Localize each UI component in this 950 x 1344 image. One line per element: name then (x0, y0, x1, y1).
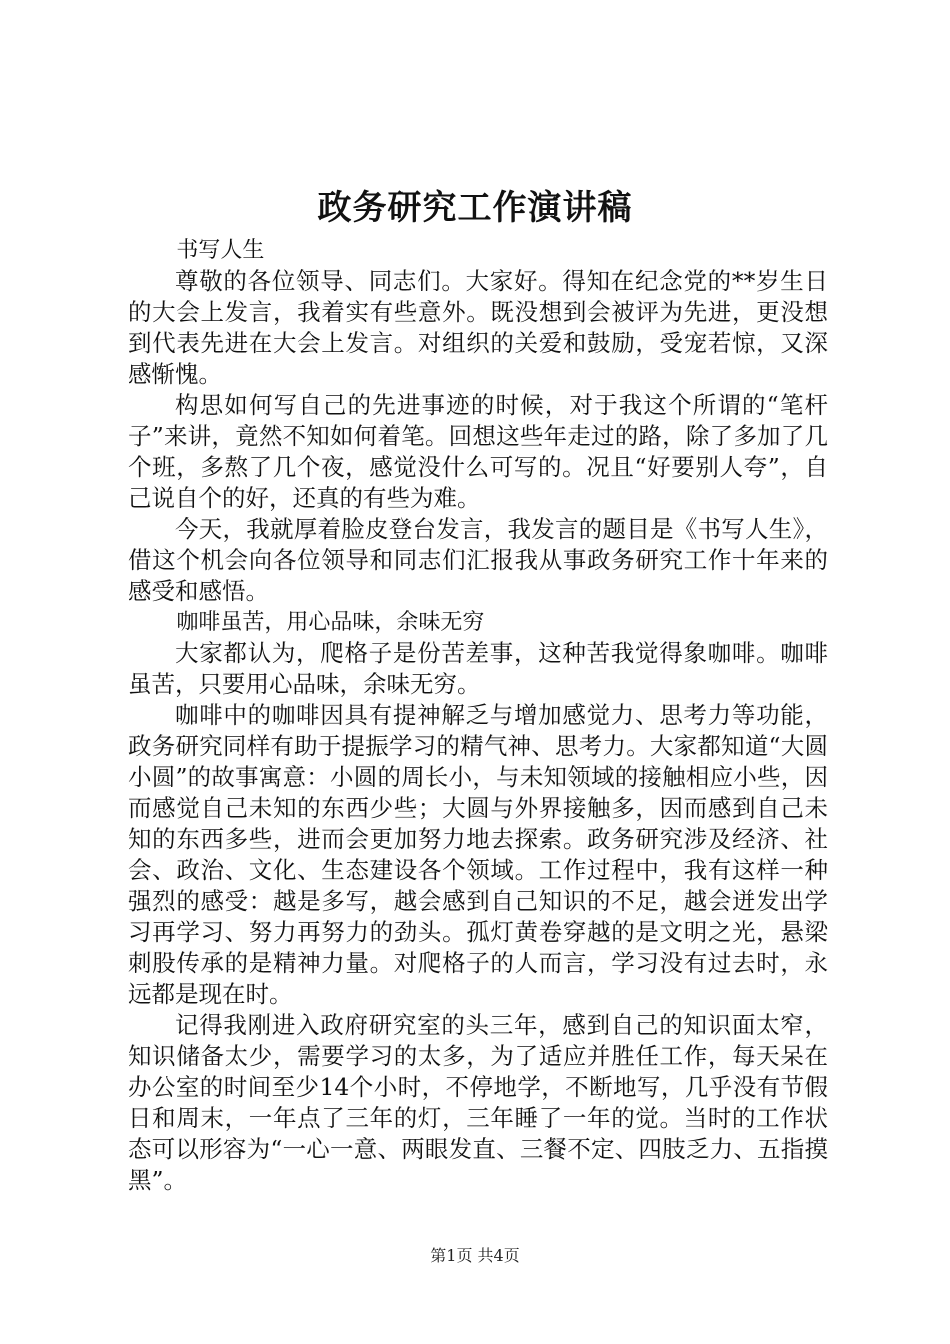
page-number-footer: 第1页 共4页 (430, 1246, 520, 1265)
paragraph: 记得我刚进入政府研究室的头三年，感到自己的知识面太窄，知识储备太少，需要学习的太多，为了适应并胜任工作，每天呆在办公室的时间至少14个小时，不停地学，不断地写，几乎没有节假日和周末，一年点了三年的灯，三年睡了一年的觉。当时的工作状态可以形容为“一心一意、两眼发直、三餐不定、四肢乏力、五指摸黑”。 (128, 1011, 828, 1194)
section-heading: 咖啡虽苦，用心品味，余味无穷 (176, 610, 485, 635)
section-heading: 书写人生 (176, 238, 265, 263)
paragraph: 今天，我就厚着脸皮登台发言，我发言的题目是《书写人生》，借这个机会向各位领导和同志们汇报我从事政务研究工作十年来的感受和感悟。 (128, 515, 828, 605)
document-title: 政务研究工作演讲稿 (317, 188, 633, 228)
paragraph: 咖啡中的咖啡因具有提神解乏与增加感觉力、思考力等功能，政务研究同样有助于提振学习的精气神、思考力。大家都知道“大圆小圆”的故事寓意：小圆的周长小，与未知领域的接触相应小些，因而感觉自己未知的东西少些；大圆与外界接触多，因而感到自己未知的东西多些，进而会更加努力地去探索。政务研究涉及经济、社会、政治、文化、生态建设各个领域。工作过程中，我有这样一种强烈的感受：越是多写，越会感到自己知识的不足，越会迸发出学习再学习、努力再努力的劲头。孤灯黄卷穿越的是文明之光，悬梁刺股传承的是精神力量。对爬格子的人而言，学习没有过去时，永远都是现在时。 (128, 701, 828, 1008)
paragraph: 大家都认为，爬格子是份苦差事，这种苦我觉得象咖啡。咖啡虽苦，只要用心品味，余味无穷。 (128, 639, 828, 698)
paragraph: 构思如何写自己的先进事迹的时候，对于我这个所谓的“笔杆子”来讲，竟然不知如何着笔。回想这些年走过的路，除了多加了几个班，多熬了几个夜，感觉没什么可写的。况且“好要别人夸”，自己说自个的好，还真的有些为难。 (128, 391, 828, 512)
paragraph: 尊敬的各位领导、同志们。大家好。得知在纪念党的**岁生日的大会上发言，我着实有些意外。既没想到会被评为先进，更没想到代表先进在大会上发言。对组织的关爱和鼓励，受宠若惊，又深感惭愧。 (128, 267, 828, 388)
document-body (128, 235, 828, 1196)
